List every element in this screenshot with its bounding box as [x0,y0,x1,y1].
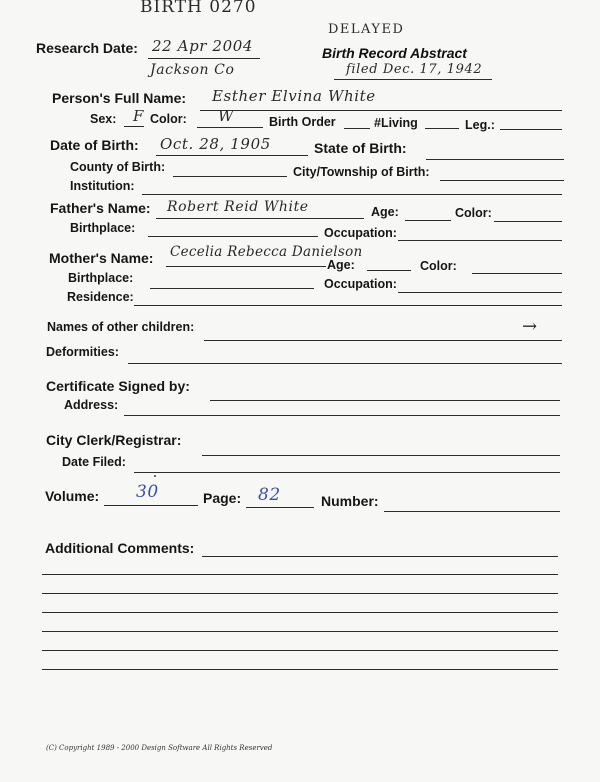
number-label: Number: [321,493,379,509]
father-name-line [156,218,364,219]
father-birthplace-line [148,236,318,237]
date-filed-line [134,472,560,473]
clerk-line [202,455,560,456]
full-name-label: Person's Full Name: [52,90,187,106]
state-line [426,159,564,160]
living-line [425,128,459,129]
living-label: #Living [374,116,418,130]
mother-name-label: Mother's Name: [49,250,154,266]
mother-residence-line [134,305,562,306]
mother-age-line [367,270,411,271]
leg-label: Leg.: [465,118,495,132]
number-line [384,511,560,512]
leg-line [500,129,562,130]
bleed-through-mark [455,10,459,24]
mother-residence-label: Residence: [67,290,134,304]
mother-birthplace-label: Birthplace: [68,271,134,285]
certificate-line [210,400,560,401]
filed-underline [334,79,492,80]
top-handwritten-note: BIRTH 0270 [140,0,257,17]
certificate-address-line [124,415,560,416]
institution-line [142,194,562,195]
comments-line-6 [42,650,558,651]
comments-line-1 [202,556,558,557]
mother-occupation-label: Occupation: [324,277,397,291]
dob-value: Oct. 28, 1905 [160,135,271,153]
clerk-label: City Clerk/Registrar: [46,432,182,448]
copyright-footer: (C) Copyright 1989 - 2000 Design Software All Rights Reserved [46,744,273,752]
sex-label: Sex: [90,112,117,126]
other-children-line [204,340,562,341]
volume-line [104,505,198,506]
certificate-address-label: Address: [64,398,119,412]
research-date-value: 22 Apr 2004 [152,37,254,55]
birth-order-line [344,128,370,129]
city-label: City/Township of Birth: [293,165,430,179]
research-date-label: Research Date: [36,40,138,56]
father-name-label: Father's Name: [50,200,151,216]
mother-birthplace-line [150,288,314,289]
dob-line [156,155,308,156]
volume-label: Volume: [45,488,100,504]
father-color-line [494,221,562,222]
sex-line [124,126,144,127]
father-name-value: Robert Reid White [167,199,309,215]
comments-line-2 [42,574,558,575]
color-line [197,127,263,128]
deformities-label: Deformities: [46,345,119,359]
other-children-arrow-icon: → [522,316,538,337]
mother-color-line [472,273,562,274]
research-county-value: Jackson Co [150,62,235,78]
volume-value: 30 [136,482,159,502]
father-birthplace-label: Birthplace: [70,221,136,235]
dob-label: Date of Birth: [50,137,139,153]
color-value: W [218,107,235,125]
state-label: State of Birth: [314,140,407,156]
city-line [440,180,564,181]
date-filed-label: Date Filed: [62,455,126,469]
form-title: Birth Record Abstract [322,45,467,61]
certificate-label: Certificate Signed by: [46,378,190,394]
father-age-line [405,220,451,221]
institution-label: Institution: [70,179,135,193]
comments-line-4 [42,612,558,613]
page-label: Page: [203,490,242,506]
full-name-line [200,110,562,111]
page-value: 82 [258,485,281,505]
comments-line-5 [42,631,558,632]
father-occupation-line [398,240,562,241]
mother-name-line [166,266,326,267]
mother-occupation-line [398,292,562,293]
mother-age-label: Age: [327,258,355,272]
other-children-label: Names of other children: [47,320,195,334]
birth-order-label: Birth Order [269,115,336,129]
father-age-label: Age: [371,205,399,219]
county-label: County of Birth: [70,160,166,174]
mother-name-value: Cecelia Rebecca Danielson [170,244,363,260]
stray-dot [154,475,156,477]
father-color-label: Color: [455,206,492,220]
mother-color-label: Color: [420,259,457,273]
filed-note: filed Dec. 17, 1942 [346,62,483,77]
deformities-line [128,363,562,364]
father-occupation-label: Occupation: [324,226,397,240]
research-date-line [148,58,260,59]
sex-value: F [133,107,145,125]
county-line [173,176,287,177]
comments-line-3 [42,593,558,594]
color-label: Color: [150,112,187,126]
full-name-value: Esther Elvina White [212,87,376,105]
page-line [246,507,314,508]
delayed-stamp: DELAYED [328,22,405,37]
comments-line-7 [42,669,558,670]
comments-label: Additional Comments: [45,540,195,556]
